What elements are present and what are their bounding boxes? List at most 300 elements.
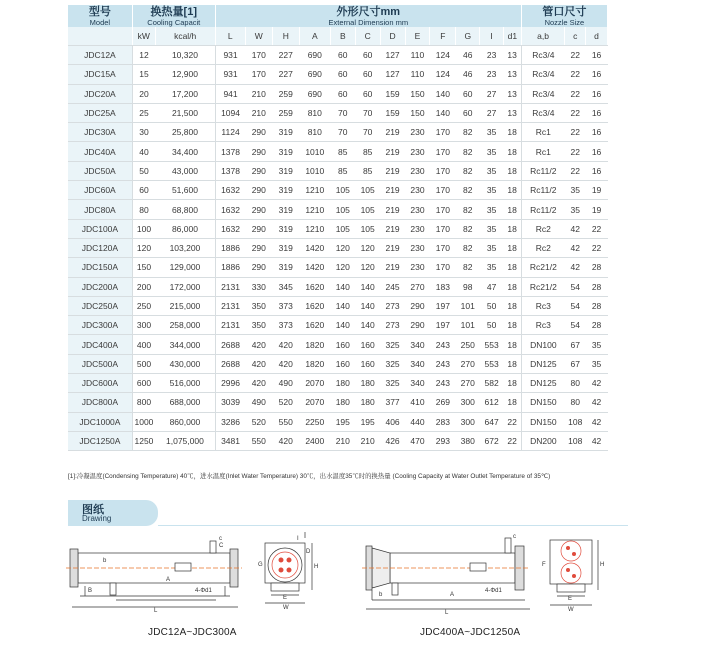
value-cell: 1620 [299,277,330,296]
model-cell: JDC600A [68,374,132,393]
value-cell: 105 [330,219,355,238]
value-cell: 290 [245,142,272,161]
value-cell: 140 [355,277,380,296]
value-cell: 319 [272,161,299,180]
value-cell: 1124 [215,123,245,142]
value-cell: 3481 [215,431,245,450]
value-cell: 70 [355,123,380,142]
value-cell: 2400 [299,431,330,450]
value-cell: Rc1 [521,123,565,142]
value-cell: 273 [380,296,405,315]
value-cell: 34,400 [155,142,215,161]
value-cell: 273 [380,316,405,335]
model-cell: JDC20A [68,84,132,103]
value-cell: 150 [132,258,155,277]
value-cell: 230 [405,161,430,180]
value-cell: 319 [272,219,299,238]
value-cell: 80 [565,374,586,393]
value-cell: 23 [480,65,504,84]
value-cell: 219 [380,161,405,180]
value-cell: 85 [355,161,380,180]
value-cell: 40 [132,142,155,161]
value-cell: 17,200 [155,84,215,103]
value-cell: 68,800 [155,200,215,219]
value-cell: 690 [299,65,330,84]
value-cell: 82 [456,238,480,257]
value-cell: 250 [456,335,480,354]
value-cell: 16 [586,161,608,180]
value-cell: 290 [405,316,430,335]
value-cell: 810 [299,103,330,122]
value-cell: 319 [272,123,299,142]
value-cell: 18 [504,238,522,257]
value-cell: 43,000 [155,161,215,180]
value-cell: 553 [480,335,504,354]
value-cell: 86,000 [155,219,215,238]
value-cell: 108 [565,431,586,450]
value-cell: 120 [330,238,355,257]
value-cell: 60 [355,84,380,103]
value-cell: 105 [355,200,380,219]
value-cell: 19 [586,200,608,219]
value-cell: 197 [430,296,456,315]
value-cell: 290 [245,123,272,142]
value-cell: 82 [456,181,480,200]
label-A-right: A [450,592,455,598]
value-cell: 28 [586,277,608,296]
value-cell: 18 [504,374,522,393]
value-cell: 22 [504,412,522,431]
model-cell: JDC150A [68,258,132,277]
drawing-title-en: Drawing [82,514,112,523]
value-cell: 82 [456,123,480,142]
label-A: A [166,577,171,583]
value-cell: 22 [565,123,586,142]
drawing-title-cn: 图纸 [82,504,104,516]
value-cell: 18 [504,354,522,373]
value-cell: 340 [405,335,430,354]
value-cell: 170 [430,181,456,200]
value-cell: 22 [586,219,608,238]
label-F-right: F [542,562,546,568]
label-E-left: E [283,595,288,601]
value-cell: 42 [586,374,608,393]
value-cell: 325 [380,374,405,393]
value-cell: 195 [330,412,355,431]
value-cell: 2688 [215,335,245,354]
value-cell: 270 [456,354,480,373]
value-cell: 170 [430,200,456,219]
value-cell: 13 [504,65,522,84]
footnote: [1]:冷凝温度(Condensing Temperature) 40℃，进水温度(Inlet Water Temperature) 30℃，出水温度35℃时的换热量 (Cooling Capacity at Water Outlet Temperature of 35℃) [68,473,551,480]
value-cell: 290 [245,219,272,238]
subheader-cell: kcal/h [155,27,215,46]
value-cell: 80 [565,393,586,412]
value-cell: 18 [504,200,522,219]
subheader-cell: I [480,27,504,46]
model-cell: JDC30A [68,123,132,142]
model-cell: JDC12A [68,46,132,65]
model-cell: JDC250A [68,296,132,315]
caption-large-units: JDC400A~JDC1250A [420,627,521,638]
value-cell: 410 [405,393,430,412]
model-cell: JDC1000A [68,412,132,431]
value-cell: 690 [299,84,330,103]
value-cell: 22 [565,65,586,84]
value-cell: 120 [132,238,155,257]
value-cell: 3039 [215,393,245,412]
value-cell: 377 [380,393,405,412]
value-cell: 120 [355,238,380,257]
model-cell: JDC100A [68,219,132,238]
subheader-cell: c [565,27,586,46]
value-cell: 170 [430,142,456,161]
value-cell: 82 [456,258,480,277]
value-cell: 42 [565,258,586,277]
value-cell: 1210 [299,219,330,238]
value-cell: 35 [480,238,504,257]
value-cell: 290 [405,296,430,315]
value-cell: 300 [456,412,480,431]
model-cell: JDC60A [68,181,132,200]
value-cell: 230 [405,200,430,219]
value-cell: 259 [272,84,299,103]
value-cell: 1210 [299,181,330,200]
value-cell: 42 [565,238,586,257]
value-cell: 70 [330,123,355,142]
value-cell: 35 [480,200,504,219]
subheader-cell: H [272,27,299,46]
value-cell: 373 [272,316,299,335]
value-cell: 16 [586,65,608,84]
value-cell: 230 [405,238,430,257]
value-cell: 325 [380,335,405,354]
value-cell: 140 [430,84,456,103]
value-cell: 215,000 [155,296,215,315]
value-cell: 140 [430,103,456,122]
value-cell: 690 [299,46,330,65]
label-L-right: L [445,610,449,616]
value-cell: 28 [586,296,608,315]
model-cell: JDC200A [68,277,132,296]
value-cell: 105 [355,181,380,200]
value-cell: 25,800 [155,123,215,142]
value-cell: 60 [456,103,480,122]
label-L: L [154,608,158,614]
value-cell: 1632 [215,181,245,200]
value-cell: Rc3 [521,296,565,315]
value-cell: 47 [480,277,504,296]
value-cell: 110 [405,65,430,84]
value-cell: 283 [430,412,456,431]
value-cell: 219 [380,219,405,238]
value-cell: 2070 [299,393,330,412]
value-cell: 101 [456,316,480,335]
value-cell: 290 [245,181,272,200]
value-cell: 16 [586,84,608,103]
value-cell: 420 [272,431,299,450]
value-cell: 170 [430,161,456,180]
value-cell: Rc3/4 [521,103,565,122]
value-cell: 159 [380,84,405,103]
value-cell: DN150 [521,412,565,431]
value-cell: 110 [405,46,430,65]
value-cell: 420 [245,354,272,373]
value-cell: 27 [480,84,504,103]
value-cell: 60 [355,46,380,65]
value-cell: 159 [380,103,405,122]
value-cell: Rc21/2 [521,277,565,296]
label-b: b [103,558,107,564]
value-cell: 1632 [215,219,245,238]
value-cell: 60 [456,84,480,103]
label-W-right: W [568,607,574,613]
label-c: c [219,536,222,542]
label-b-right: b [379,592,383,598]
value-cell: 688,000 [155,393,215,412]
value-cell: 12 [132,46,155,65]
value-cell: 18 [504,335,522,354]
subheader-cell: d1 [504,27,522,46]
value-cell: 127 [380,46,405,65]
value-cell: 35 [480,181,504,200]
value-cell: 330 [245,277,272,296]
value-cell: 160 [355,354,380,373]
value-cell: 100 [132,219,155,238]
value-cell: 319 [272,258,299,277]
value-cell: 13 [504,103,522,122]
small-unit-side-view [66,536,242,614]
subheader-cell: G [456,27,480,46]
value-cell: 170 [430,123,456,142]
value-cell: 82 [456,200,480,219]
label-W-left: W [283,605,289,611]
value-cell: 50 [480,316,504,335]
value-cell: 520 [245,412,272,431]
value-cell: 80 [132,200,155,219]
value-cell: 319 [272,142,299,161]
value-cell: 42 [586,393,608,412]
value-cell: 290 [245,161,272,180]
value-cell: 270 [405,277,430,296]
value-cell: 170 [245,46,272,65]
large-unit-side-view [362,534,530,616]
value-cell: 582 [480,374,504,393]
value-cell: 197 [430,316,456,335]
value-cell: 1010 [299,161,330,180]
value-cell: 16 [586,46,608,65]
value-cell: DN100 [521,335,565,354]
value-cell: 440 [405,412,430,431]
value-cell: 520 [272,393,299,412]
value-cell: 46 [456,46,480,65]
value-cell: 23 [480,46,504,65]
subheader-cell: C [355,27,380,46]
value-cell: 245 [380,277,405,296]
subheader-cell: kW [132,27,155,46]
label-d1-right: 4-Φd1 [485,588,502,594]
value-cell: 420 [245,335,272,354]
value-cell: 13 [504,46,522,65]
value-cell: 2070 [299,374,330,393]
model-cell: JDC80A [68,200,132,219]
value-cell: 28 [586,316,608,335]
subheader-cell: A [299,27,330,46]
value-cell: 243 [430,374,456,393]
value-cell: 18 [504,181,522,200]
value-cell: 219 [380,181,405,200]
value-cell: 18 [504,142,522,161]
value-cell: 140 [330,296,355,315]
model-cell: JDC1250A [68,431,132,450]
header-dimension: 外形尺寸mm External Dimension mm [215,5,521,27]
value-cell: 672 [480,431,504,450]
value-cell: 290 [245,200,272,219]
value-cell: 22 [565,84,586,103]
value-cell: 60 [330,65,355,84]
value-cell: 12,900 [155,65,215,84]
subheader-cell: F [430,27,456,46]
value-cell: 127 [380,65,405,84]
value-cell: 210 [245,84,272,103]
value-cell: 400 [132,335,155,354]
value-cell: 931 [215,46,245,65]
value-cell: 1420 [299,238,330,257]
value-cell: 345 [272,277,299,296]
model-cell: JDC120A [68,238,132,257]
value-cell: 516,000 [155,374,215,393]
value-cell: 2131 [215,316,245,335]
value-cell: 50 [132,161,155,180]
value-cell: 350 [245,316,272,335]
value-cell: 290 [245,258,272,277]
value-cell: 18 [504,219,522,238]
value-cell: Rc3 [521,316,565,335]
value-cell: 243 [430,335,456,354]
value-cell: 259 [272,103,299,122]
value-cell: DN125 [521,374,565,393]
value-cell: 470 [405,431,430,450]
value-cell: 35 [586,354,608,373]
value-cell: 15 [132,65,155,84]
value-cell: 1010 [299,142,330,161]
model-cell: JDC500A [68,354,132,373]
value-cell: Rc11/2 [521,161,565,180]
value-cell: 1378 [215,142,245,161]
value-cell: 18 [504,316,522,335]
value-cell: DN125 [521,354,565,373]
value-cell: DN150 [521,393,565,412]
value-cell: 550 [272,412,299,431]
value-cell: 129,000 [155,258,215,277]
value-cell: 70 [330,103,355,122]
value-cell: 18 [504,123,522,142]
header-nozzle: 管口尺寸 Nozzle Size [521,5,607,27]
value-cell: 2131 [215,296,245,315]
value-cell: 200 [132,277,155,296]
value-cell: 35 [480,219,504,238]
value-cell: Rc1 [521,142,565,161]
value-cell: 35 [480,142,504,161]
value-cell: 70 [355,103,380,122]
model-cell: JDC15A [68,65,132,84]
value-cell: 124 [430,46,456,65]
label-d1: 4-Φd1 [195,588,212,594]
value-cell: Rc3/4 [521,65,565,84]
value-cell: 300 [132,316,155,335]
value-cell: 612 [480,393,504,412]
subheader-cell: B [330,27,355,46]
value-cell: 16 [586,123,608,142]
value-cell: 54 [565,296,586,315]
value-cell: 85 [355,142,380,161]
value-cell: 941 [215,84,245,103]
value-cell: 1420 [299,258,330,277]
value-cell: 1820 [299,354,330,373]
value-cell: 67 [565,335,586,354]
label-c-right: c [513,534,516,540]
value-cell: 290 [245,238,272,257]
value-cell: 60 [132,181,155,200]
value-cell: 230 [405,123,430,142]
value-cell: 35 [480,161,504,180]
value-cell: 344,000 [155,335,215,354]
value-cell: 810 [299,123,330,142]
subheader-cell: d [586,27,608,46]
value-cell: 42 [565,219,586,238]
value-cell: 180 [355,393,380,412]
value-cell: 67 [565,354,586,373]
value-cell: 16 [586,142,608,161]
small-unit-end-view [258,532,318,611]
label-H-left: H [314,564,319,570]
value-cell: 230 [405,258,430,277]
value-cell: 20 [132,84,155,103]
value-cell: 426 [380,431,405,450]
header-model: 型号 Model [68,5,132,27]
value-cell: 140 [355,296,380,315]
value-cell: 553 [480,354,504,373]
value-cell: 22 [565,142,586,161]
value-cell: 27 [480,103,504,122]
value-cell: 180 [355,374,380,393]
value-cell: 16 [586,103,608,122]
value-cell: 105 [330,181,355,200]
value-cell: 108 [565,412,586,431]
value-cell: 183 [430,277,456,296]
value-cell: 3286 [215,412,245,431]
value-cell: 25 [132,103,155,122]
value-cell: 180 [330,393,355,412]
value-cell: 18 [504,161,522,180]
value-cell: 124 [430,65,456,84]
value-cell: 22 [565,103,586,122]
value-cell: 300 [456,393,480,412]
value-cell: 120 [355,258,380,277]
value-cell: 210 [245,103,272,122]
value-cell: 150 [405,84,430,103]
value-cell: 19 [586,181,608,200]
value-cell: 1886 [215,258,245,277]
value-cell: 180 [330,374,355,393]
value-cell: 46 [456,65,480,84]
value-cell: 420 [272,335,299,354]
value-cell: 101 [456,296,480,315]
value-cell: 35 [586,335,608,354]
subheader-cell: L [215,27,245,46]
value-cell: 1886 [215,238,245,257]
value-cell: 319 [272,200,299,219]
